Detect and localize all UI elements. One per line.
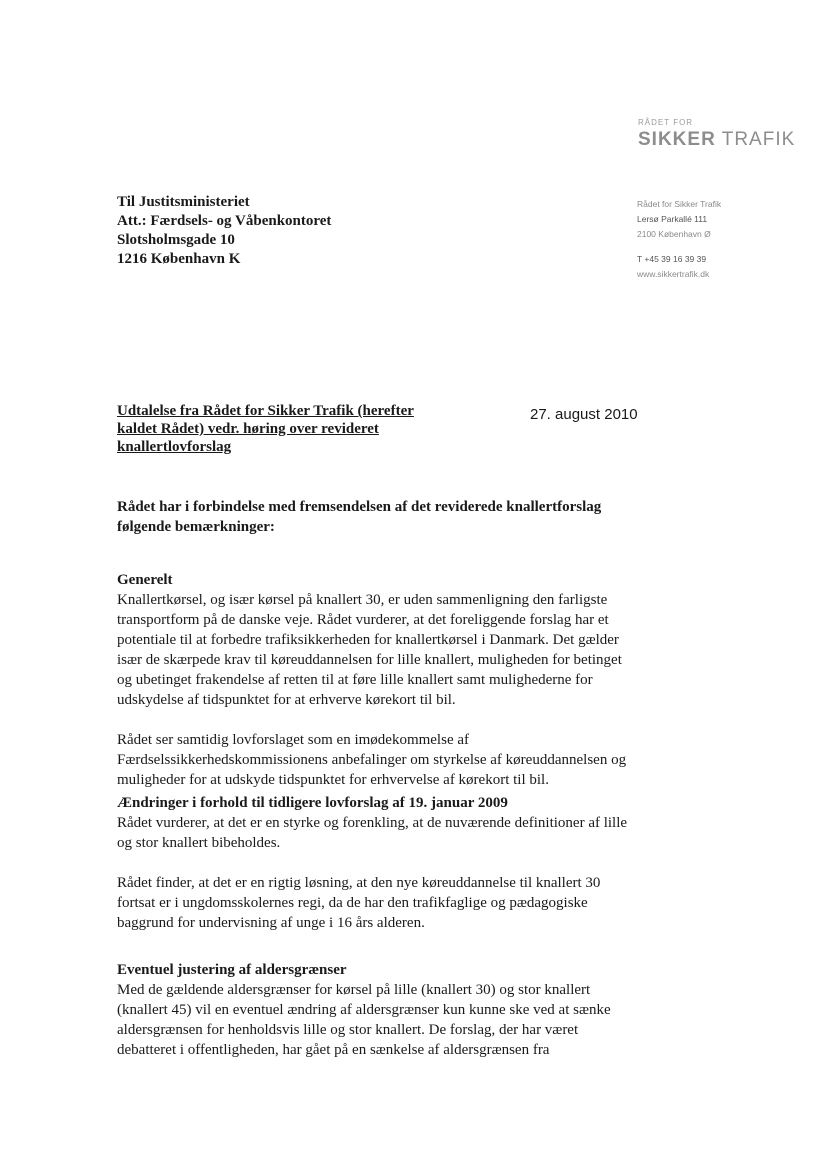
sender-city: 2100 København Ø bbox=[637, 229, 711, 239]
letter-date: 27. august 2010 bbox=[530, 406, 638, 423]
sender-address-block bbox=[637, 197, 721, 282]
section-heading: Generelt bbox=[117, 572, 173, 588]
logo-subtitle: RÅDET FOR bbox=[638, 118, 694, 127]
section-paragraph: Rådet vurderer, at det er en styrke og forenkling, at de nuværende definitioner af lille og stor knallert bibeholdes. bbox=[117, 815, 628, 851]
section-heading: Eventuel justering af aldersgrænser bbox=[117, 962, 347, 978]
recipient-line-4: 1216 København K bbox=[117, 251, 241, 267]
logo-word-trafik: TRAFIK bbox=[721, 129, 796, 150]
sender-gap bbox=[637, 242, 721, 252]
section-paragraph: Rådet finder, at det er en rigtig løsning, at den nye køreuddannelse til knallert 30 fortsat er i ungdomsskolernes regi, da de har den trafikfaglige og pædagogiske baggrund for undervisning af unge i 16 års alderen. bbox=[117, 875, 601, 931]
logo-title bbox=[638, 129, 795, 151]
section-paragraph: Rådet ser samtidig lovforslaget som en imødekommelse af Færdselssikkerhedskommissionens anbefalinger om styrkelse af køreuddannelsen og muligheder for at udskyde tidspunktet for erhvervelse af kørekort til bil. bbox=[117, 732, 627, 788]
sender-phone: T +45 39 16 39 39 bbox=[637, 254, 707, 264]
logo-word-sikker: SIKKER bbox=[638, 129, 716, 150]
recipient-address-block bbox=[117, 193, 331, 269]
sender-website: www.sikkertrafik.dk bbox=[637, 269, 710, 279]
section-generelt bbox=[117, 570, 637, 790]
organization-logo bbox=[638, 118, 795, 151]
recipient-line-1: Til Justitsministeriet bbox=[117, 194, 250, 210]
sender-street: Lersø Parkallé 111 bbox=[637, 214, 708, 224]
section-heading: Ændringer i forhold til tidligere lovforslag af 19. januar 2009 bbox=[117, 795, 508, 811]
section-aldersgraenser bbox=[117, 960, 637, 1060]
letter-subject: Udtalelse fra Rådet for Sikker Trafik (herefter kaldet Rådet) vedr. høring over revideret knallertlovforslag bbox=[117, 403, 414, 455]
recipient-line-2: Att.: Færdsels- og Våbenkontoret bbox=[117, 213, 332, 229]
intro-paragraph: Rådet har i forbindelse med fremsendelsen af det reviderede knallertforslag følgende bemærkninger: bbox=[117, 499, 602, 535]
recipient-line-3: Slotsholmsgade 10 bbox=[117, 232, 235, 248]
section-aendringer bbox=[117, 793, 637, 933]
sender-name: Rådet for Sikker Trafik bbox=[637, 199, 722, 209]
section-paragraph: Med de gældende aldersgrænser for kørsel på lille (knallert 30) og stor knallert (knallert 45) vil en eventuel ændring af aldersgrænser kun kunne ske ved at sænke aldersgrænsen for henholdsvis lille og stor knallert. De forslag, der har været debatteret i offentligheden, har gået på en sænkelse af aldersgrænsen fra bbox=[117, 982, 611, 1058]
section-paragraph: Knallertkørsel, og især kørsel på knallert 30, er uden sammenligning den farligste transportform på de danske veje. Rådet vurderer, at det foreliggende forslag har et potentiale til at forbedre trafiksikkerheden for knallertkørsel i Danmark. Det gælder især de skærpede krav til køreuddannelsen for lille knallert, muligheden for betinget og ubetinget frakendelse af retten til at føre lille knallert samt mulighederne for udskydelse af tidspunktet for at erhverve kørekort til bil. bbox=[117, 592, 622, 708]
